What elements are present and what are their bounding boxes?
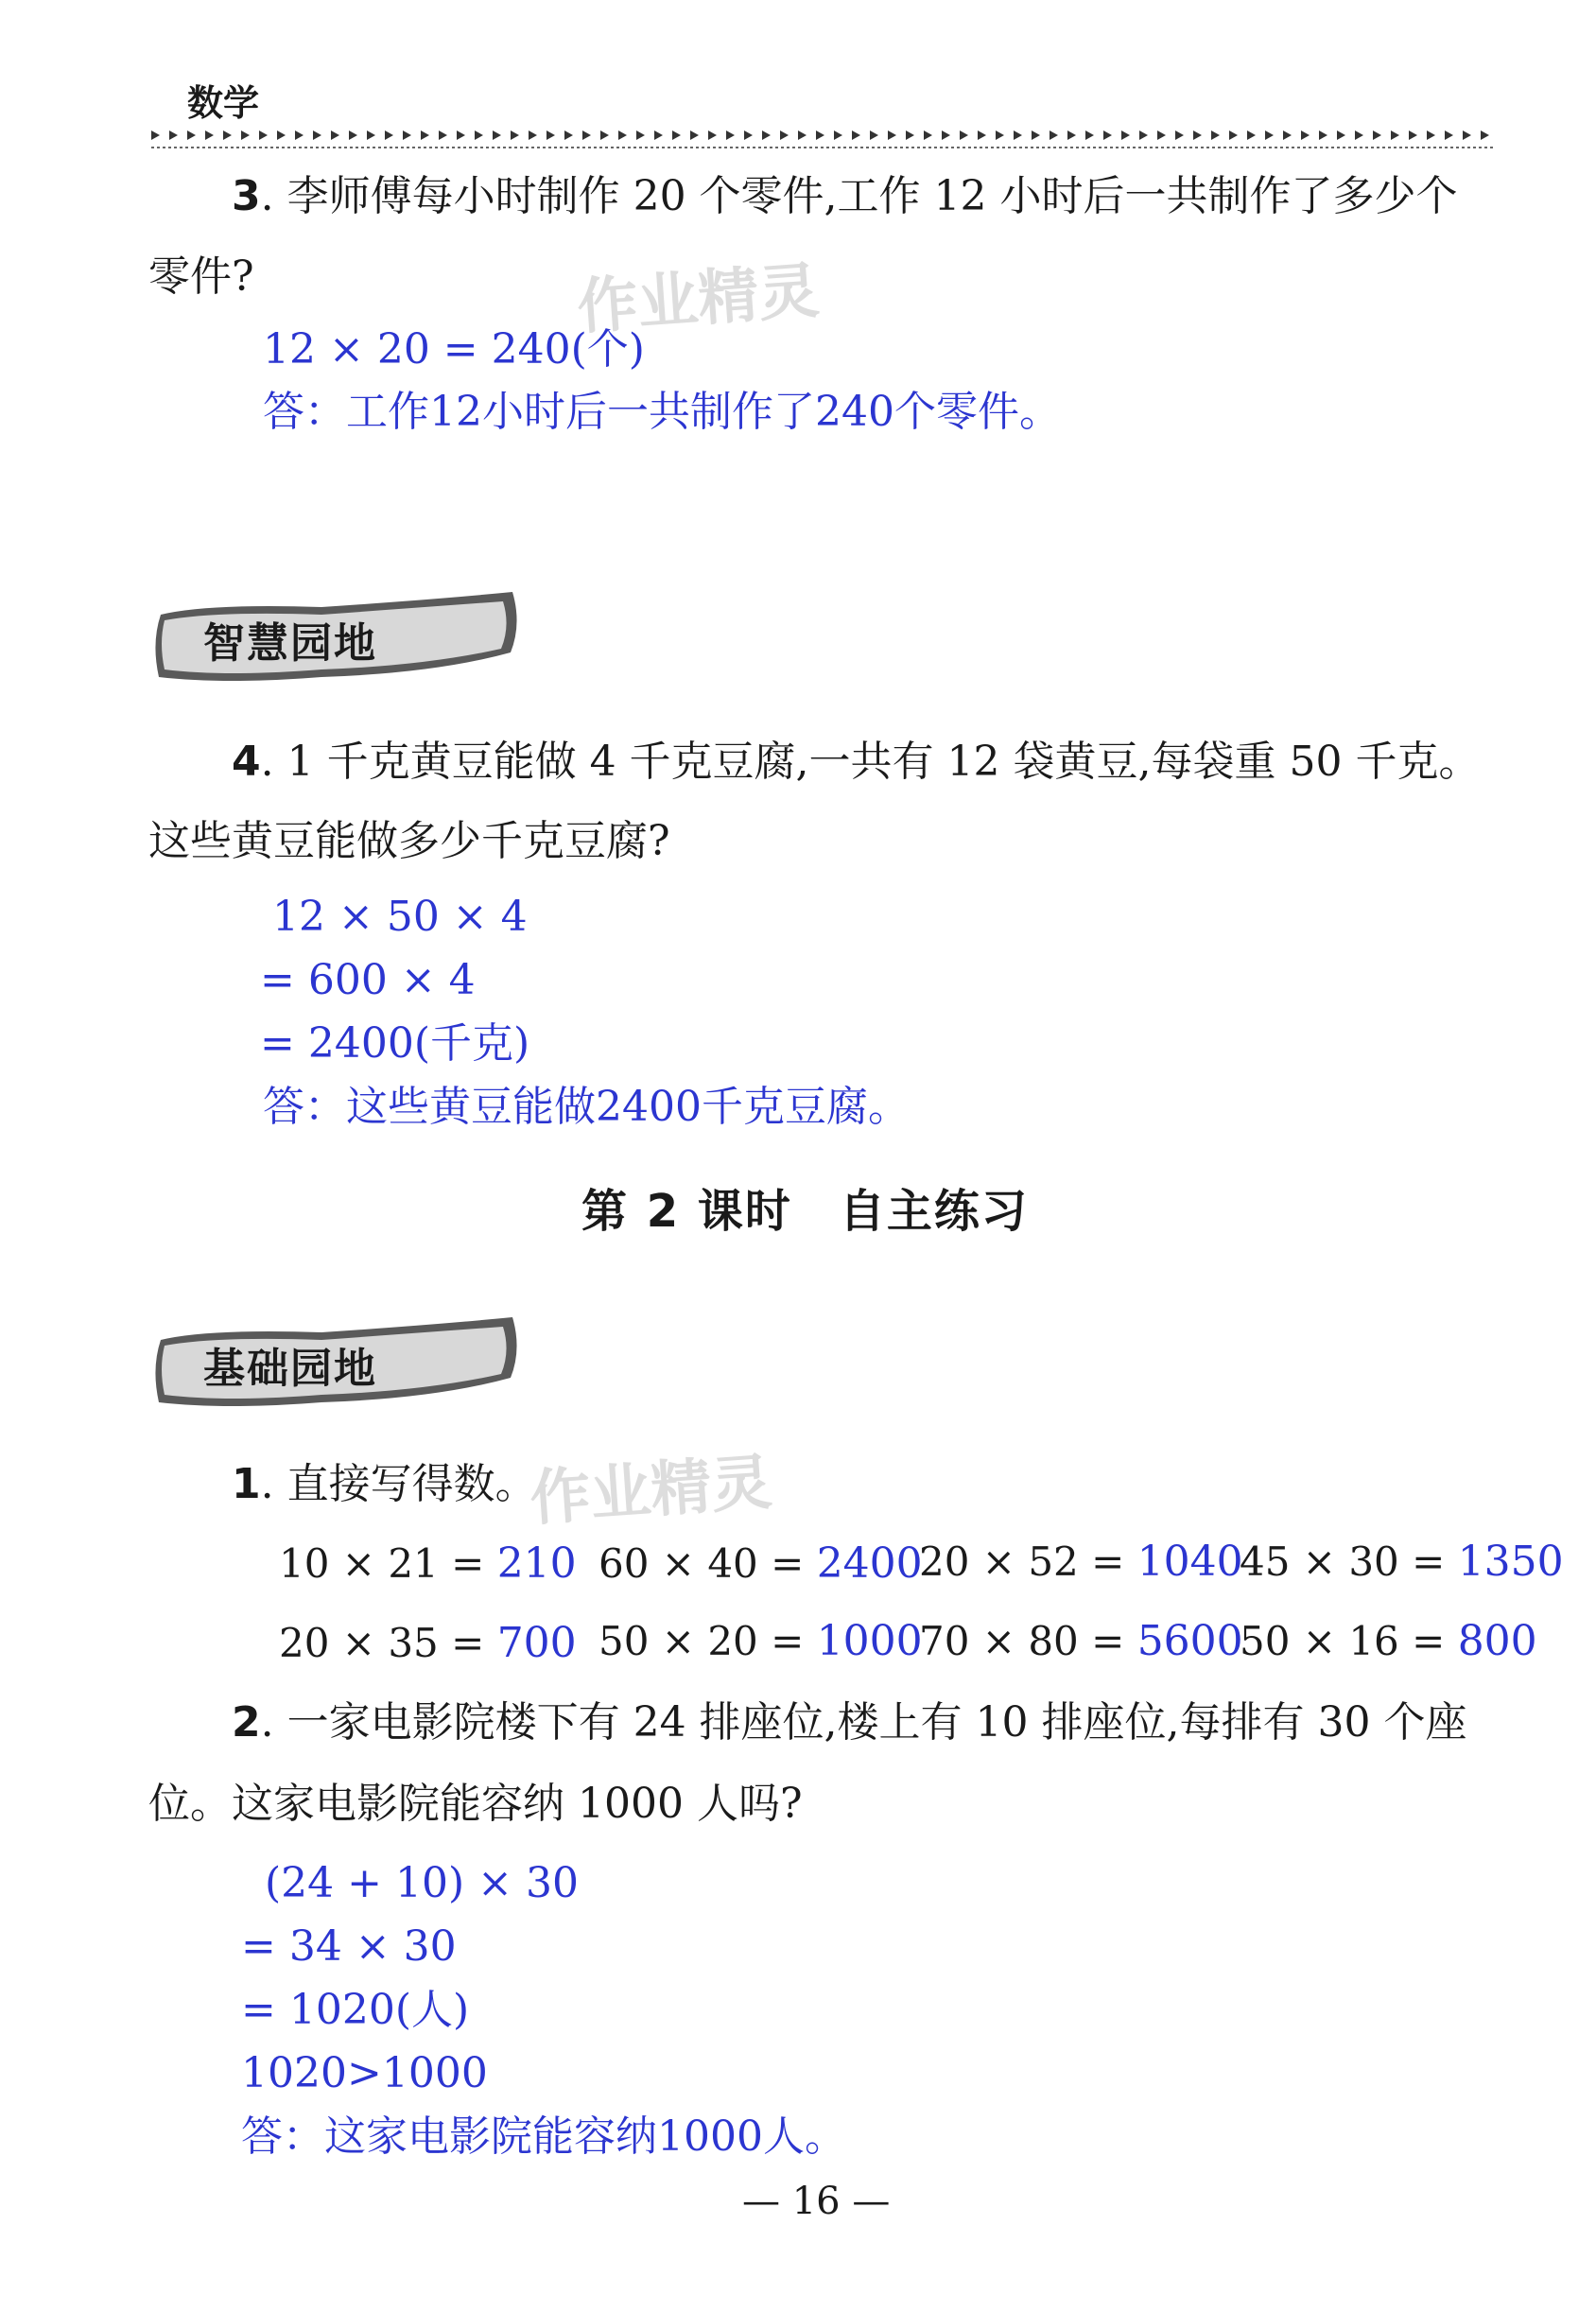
arrow-glyph	[439, 130, 447, 140]
q4-answer-line2: = 600 × 4	[260, 956, 476, 1004]
p2-answer-line2: = 34 × 30	[241, 1922, 457, 1971]
arrow-glyph	[493, 130, 501, 140]
arrow-glyph	[906, 130, 914, 140]
arrow-glyph	[187, 130, 196, 140]
lesson-title: 第 2 课时 自主练习	[581, 1185, 1029, 1238]
arrow-glyph	[816, 130, 824, 140]
arrow-glyph	[259, 130, 268, 140]
arrow-glyph	[780, 130, 789, 140]
arrow-glyph	[205, 130, 214, 140]
arrow-glyph	[1014, 130, 1022, 140]
arrow-glyph	[672, 130, 681, 140]
arrow-glyph	[1319, 130, 1327, 140]
arrow-glyph	[1103, 130, 1112, 140]
calc-item: 50 × 16 = 800	[1240, 1617, 1537, 1665]
arrow-glyph	[618, 130, 627, 140]
arrow-glyph	[1355, 130, 1363, 140]
arrow-glyph	[870, 130, 878, 140]
arrow-glyph	[385, 130, 393, 140]
header-arrow-rule	[151, 123, 1494, 151]
section-banner-basic	[151, 1312, 529, 1416]
arrow-glyph	[421, 130, 429, 140]
arrow-glyph	[1157, 130, 1166, 140]
arrow-glyph	[1085, 130, 1094, 140]
arrow-glyph	[1283, 130, 1292, 140]
section-title-basic: 基础园地	[203, 1345, 377, 1393]
arrow-glyph	[1032, 130, 1040, 140]
arrow-glyph	[1391, 130, 1399, 140]
question-3-line2: 零件?	[148, 252, 254, 301]
p2-answer-line3: = 1020(人)	[241, 1986, 470, 2034]
arrow-glyph	[1265, 130, 1274, 140]
arrow-glyph	[277, 130, 286, 140]
arrow-glyph	[1409, 130, 1417, 140]
arrow-glyph	[654, 130, 663, 140]
practice-1-line: 1. 直接写得数。	[232, 1460, 537, 1508]
page-number: — 16 —	[742, 2180, 891, 2223]
watermark: 作业精灵	[575, 256, 822, 343]
arrow-glyph	[924, 130, 932, 140]
arrow-glyph	[511, 130, 519, 140]
calc-item: 60 × 40 = 2400	[598, 1539, 923, 1588]
section-banner-wisdom	[151, 586, 529, 690]
arrow-glyph	[475, 130, 483, 140]
question-4-line2: 这些黄豆能做多少千克豆腐?	[148, 817, 670, 865]
arrow-glyph	[1121, 130, 1130, 140]
arrow-glyph	[1301, 130, 1310, 140]
arrow-glyph	[1229, 130, 1238, 140]
arrow-glyph	[457, 130, 465, 140]
arrow-glyph	[1050, 130, 1058, 140]
arrow-glyph	[744, 130, 753, 140]
calc-item: 10 × 21 = 210	[279, 1539, 577, 1588]
arrow-glyph	[349, 130, 357, 140]
arrow-glyph	[798, 130, 807, 140]
arrow-glyph	[978, 130, 986, 140]
arrow-glyph	[331, 130, 339, 140]
q3-answer-statement: 答：工作12小时后一共制作了240个零件。	[263, 388, 1061, 436]
arrow-glyph	[1211, 130, 1220, 140]
arrow-glyph	[564, 130, 573, 140]
arrow-glyph	[996, 130, 1004, 140]
calc-item: 45 × 30 = 1350	[1240, 1538, 1564, 1586]
q3-answer-calc: 12 × 20 = 240(个)	[263, 325, 645, 374]
p2-answer-line1: (24 + 10) × 30	[265, 1859, 579, 1907]
arrow-glyph	[151, 130, 160, 140]
arrow-glyph	[636, 130, 645, 140]
arrow-glyph	[1139, 130, 1148, 140]
practice-2-line2: 位。这家电影院能容纳 1000 人吗?	[148, 1780, 803, 1828]
q4-answer-line1: 12 × 50 × 4	[272, 893, 528, 941]
section-title-wisdom: 智慧园地	[203, 619, 377, 668]
arrow-glyph	[223, 130, 232, 140]
subject-header: 数学	[187, 82, 260, 124]
arrow-glyph	[942, 130, 950, 140]
arrow-glyph	[169, 130, 178, 140]
arrow-glyph	[1445, 130, 1453, 140]
arrow-glyph	[1247, 130, 1256, 140]
arrow-glyph	[403, 130, 411, 140]
arrow-glyph	[1067, 130, 1076, 140]
arrow-glyph	[1193, 130, 1202, 140]
arrow-glyph	[1427, 130, 1435, 140]
arrow-glyph	[1481, 130, 1489, 140]
q4-answer-line3: = 2400(千克)	[260, 1019, 530, 1068]
arrow-glyph	[1337, 130, 1345, 140]
arrow-glyph	[600, 130, 609, 140]
arrow-glyph	[1463, 130, 1471, 140]
calc-item: 70 × 80 = 5600	[919, 1617, 1243, 1665]
arrow-glyph	[888, 130, 896, 140]
arrow-glyph	[1175, 130, 1184, 140]
calc-item: 50 × 20 = 1000	[598, 1617, 923, 1665]
watermark: 作业精灵	[528, 1448, 774, 1535]
arrow-glyph	[546, 130, 555, 140]
arrow-glyph	[313, 130, 321, 140]
arrow-glyph	[367, 130, 375, 140]
calc-item: 20 × 52 = 1040	[919, 1538, 1243, 1586]
arrow-glyph	[762, 130, 771, 140]
arrow-glyph	[295, 130, 304, 140]
p2-answer-line4: 1020>1000	[241, 2049, 488, 2097]
p2-answer-statement: 答：这家电影院能容纳1000人。	[241, 2112, 846, 2161]
arrow-glyph	[852, 130, 860, 140]
practice-2-line1: 2. 一家电影院楼下有 24 排座位,楼上有 10 排座位,每排有 30 个座	[232, 1698, 1467, 1747]
arrow-glyph	[529, 130, 537, 140]
question-3-line1: 3. 李师傅每小时制作 20 个零件,工作 12 小时后一共制作了多少个	[232, 172, 1458, 220]
arrow-glyph	[834, 130, 842, 140]
calc-item: 20 × 35 = 700	[279, 1619, 577, 1667]
arrow-glyph	[960, 130, 968, 140]
arrow-glyph	[582, 130, 591, 140]
q4-answer-statement: 答：这些黄豆能做2400千克豆腐。	[263, 1083, 910, 1131]
arrow-glyph	[1373, 130, 1381, 140]
arrow-glyph	[708, 130, 717, 140]
arrow-glyph	[726, 130, 735, 140]
question-4-line1: 4. 1 千克黄豆能做 4 千克豆腐,一共有 12 袋黄豆,每袋重 50 千克。	[232, 738, 1481, 786]
arrow-glyph	[690, 130, 699, 140]
arrow-glyph	[241, 130, 250, 140]
